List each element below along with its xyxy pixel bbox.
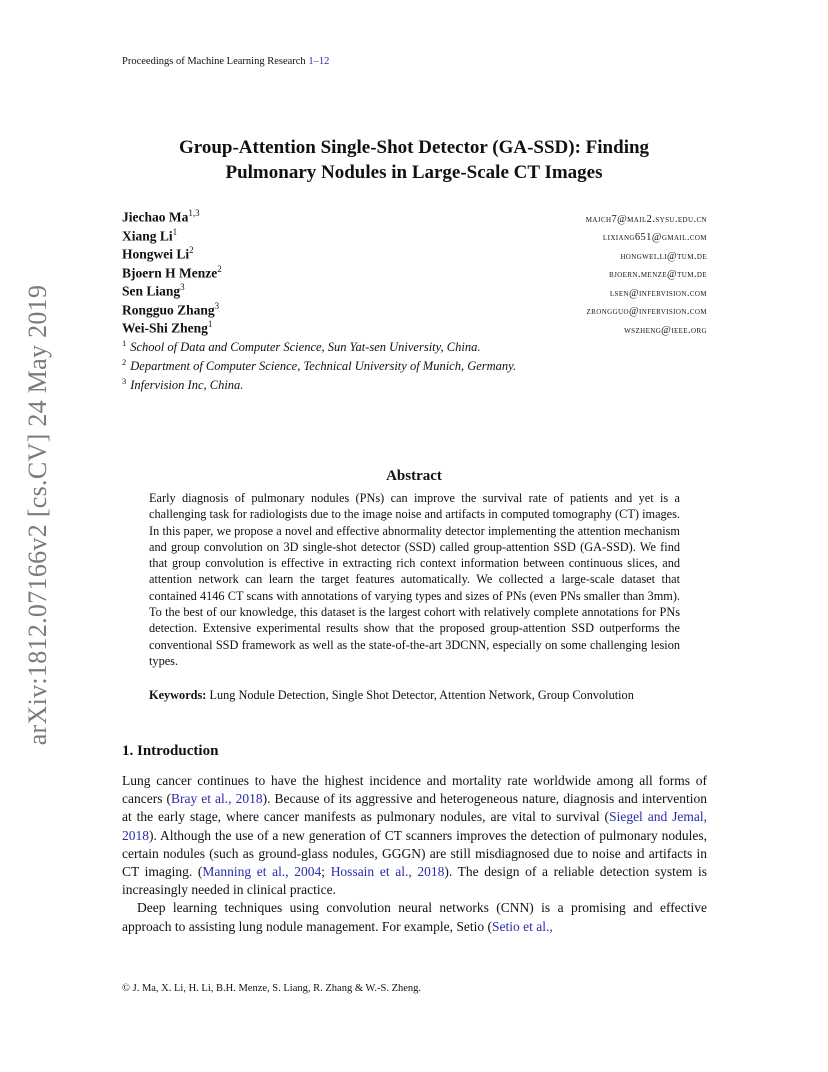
running-header <box>122 56 329 67</box>
author-email[interactable]: lsen@infervision.com <box>609 287 707 299</box>
author-email[interactable]: hongwei.li@tum.de <box>620 250 707 262</box>
citation-link[interactable]: Manning et al., 2004 <box>202 864 322 880</box>
author-row <box>122 282 707 301</box>
paragraph: Deep learning techniques using convolution neural networks (CNN) is a promising and effective approach to assisting lung nodule management. For example, Setio (Setio et al., <box>122 900 707 934</box>
citation-link[interactable]: Bray et al., 2018 <box>171 791 263 807</box>
author-affil-sup: 1 <box>172 226 178 237</box>
citation-link[interactable]: Hossain et al., 2018 <box>330 864 445 880</box>
paragraph: Lung cancer continues to have the highest incidence and mortality rate worldwide among all forms of cancers (Bray et al., 2018). Because of its aggressive and heterogeneous nature, diagnosis and intervention at the early stage, where cancer manifests as pulmonary nodules, are vital to survival (Siegel and Jemal, 2018). Although the use of a new generation of CT scanners improves the detection of pulmonary nodules, certain nodules (such as ground-glass nodules, GGGN) are still misdiagnosed due to noise and artifacts in CT imaging. (Manning et al., 2004; Hossain et al., 2018). The design of a reliable detection system is increasingly needed in clinical practice. <box>122 773 707 898</box>
author-affil-sup: 3 <box>180 282 185 292</box>
author-affil-sup: 1 <box>207 319 213 329</box>
author-affil-sup: 3 <box>214 300 220 311</box>
abstract-body: Early diagnosis of pulmonary nodules (PNs) can improve the survival rate of patients and yet is a challenging task for radiologists due to the image noise and artifacts in computed tomography (CT) images. In this paper, we propose a novel and effective abnormality detector implementing the attention mechanism and group convolution on 3D single-shot detector (SSD) called group-attention SSD (GA-SSD). We find that group convolution is effective in extracting rich context information between continuous slices, and attention network can learn the target features automatically. We collected a large-scale dataset that contained 4146 CT scans with annotations of varying types and sizes of PNs (even PNs smaller than 3mm). To the best of our knowledge, this dataset is the largest cohort with relatively complete annotations for PNs detection. Extensive experimental results show that the proposed group-attention SSD outperforms the conventional SSD framework as well as the state-of-the-art 3DCNN, especially on some challenging lesion types. <box>149 491 680 668</box>
author-name: Xiang Li <box>122 228 173 243</box>
author-row <box>122 264 707 283</box>
author-list <box>122 208 707 338</box>
keywords <box>149 687 680 703</box>
citation-link[interactable]: Siegel and Jemal, 2018 <box>122 809 707 843</box>
affiliation: $^1$ School of Data and Computer Science, Sun Yat-sen University, China. <box>122 338 481 355</box>
abstract-heading: Abstract <box>386 468 442 484</box>
author-affil-sup: 1,3 <box>188 208 200 218</box>
author-name: Jiechao Ma <box>122 209 189 225</box>
author-email[interactable]: wszheng@ieee.org <box>624 324 707 336</box>
affiliation: $^3$ Infervision Inc, China. <box>122 376 244 393</box>
introduction-body <box>122 772 707 936</box>
author-name: Hongwei Li <box>122 246 190 262</box>
author-row <box>122 245 707 264</box>
keywords-text: Lung Nodule Detection, Single Shot Detector, Attention Network, Group Convolution <box>209 688 634 702</box>
copyright-footer: © J. Ma, X. Li, H. Li, B.H. Menze, S. Liang, R. Zhang & W.-S. Zheng. <box>122 983 422 994</box>
affiliation: $^2$ Department of Computer Science, Technical University of Munich, Germany. <box>122 357 517 374</box>
author-name: Bjoern H Menze <box>122 265 218 280</box>
header-pages-link[interactable]: 1–12 <box>308 56 330 67</box>
author-row <box>122 227 707 246</box>
title-line-1: Group-Attention Single-Shot Detector (GA-SSD): Finding <box>178 137 650 158</box>
citation-link[interactable]: Setio et al., <box>492 918 553 934</box>
author-name: Rongguo Zhang <box>122 302 215 317</box>
author-row <box>122 301 707 320</box>
author-email[interactable]: bjoern.menze@tum.de <box>609 269 707 280</box>
author-affil-sup: 2 <box>189 245 194 255</box>
title-line-2: Pulmonary Nodules in Large-Scale CT Images <box>225 162 603 183</box>
section-heading-introduction: 1. Introduction <box>122 743 219 759</box>
author-name: Sen Liang <box>122 283 181 299</box>
keywords-label: Keywords: <box>149 688 207 702</box>
arxiv-sidebar <box>18 270 58 760</box>
author-email[interactable]: majch7@mail2.sysu.edu.cn <box>585 213 707 225</box>
author-email[interactable]: zrongguo@infervision.com <box>586 306 707 317</box>
author-affil-sup: 2 <box>217 263 222 274</box>
header-text: Proceedings of Machine Learning Research <box>122 56 309 67</box>
author-row <box>122 319 707 338</box>
arxiv-id: arXiv:1812.07166v2 [cs.CV] 24 May 2019 <box>23 284 52 746</box>
affiliation-list <box>122 338 516 395</box>
author-name: Wei-Shi Zheng <box>122 320 208 336</box>
paper-title <box>100 135 728 185</box>
author-email[interactable]: lixiang651@gmail.com <box>602 232 707 243</box>
author-row <box>122 208 707 227</box>
